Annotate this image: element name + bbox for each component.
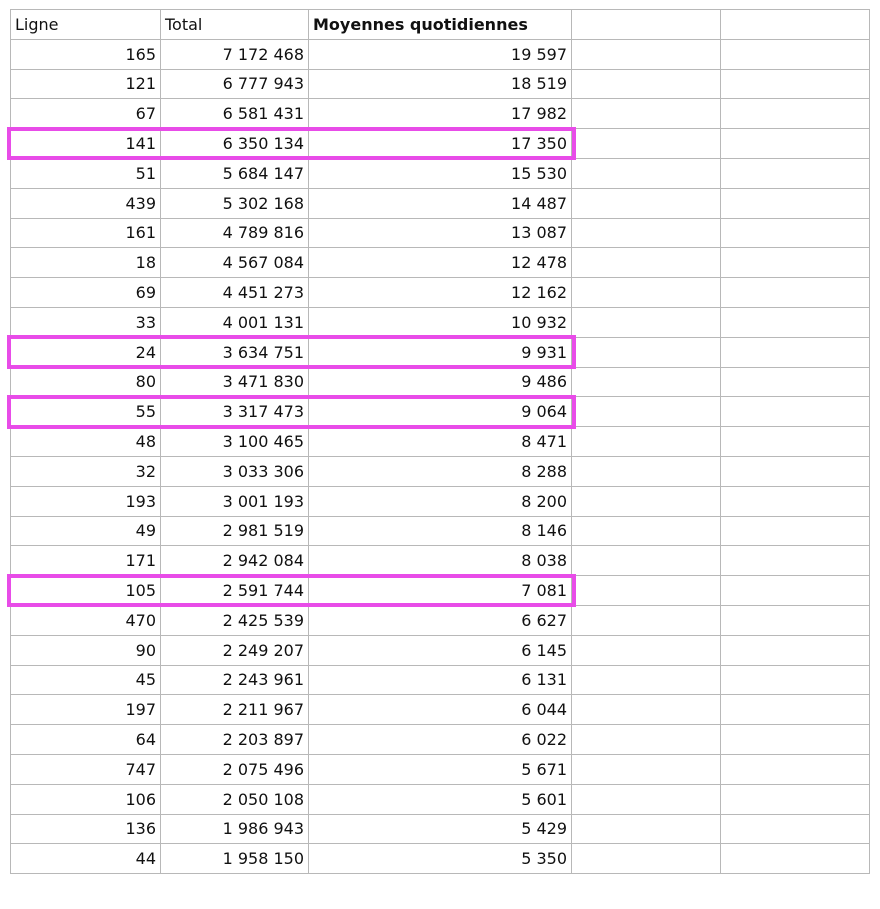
- ligne-cell[interactable]: 106: [11, 784, 161, 814]
- moyenne-cell[interactable]: 5 429: [309, 814, 572, 844]
- empty-cell[interactable]: [721, 754, 870, 784]
- table-row: [11, 337, 870, 367]
- empty-cell[interactable]: [572, 546, 721, 576]
- empty-cell[interactable]: [572, 129, 721, 159]
- moyenne-cell[interactable]: 9 931: [309, 337, 572, 367]
- moyenne-cell[interactable]: 5 350: [309, 844, 572, 874]
- total-cell[interactable]: 3 317 473: [161, 397, 309, 427]
- total-cell[interactable]: 1 986 943: [161, 814, 309, 844]
- total-cell[interactable]: 5 302 168: [161, 188, 309, 218]
- ligne-cell[interactable]: 171: [11, 546, 161, 576]
- moyenne-cell[interactable]: 19 597: [309, 39, 572, 69]
- table-row: [11, 576, 870, 606]
- moyenne-cell[interactable]: 8 146: [309, 516, 572, 546]
- table-row: [11, 39, 870, 69]
- table-row: [11, 486, 870, 516]
- ligne-cell[interactable]: 136: [11, 814, 161, 844]
- table-row: [11, 129, 870, 159]
- table-row: [11, 754, 870, 784]
- moyenne-cell[interactable]: 6 044: [309, 695, 572, 725]
- empty-cell[interactable]: [721, 725, 870, 755]
- empty-cell[interactable]: [572, 784, 721, 814]
- table-row: [11, 605, 870, 635]
- total-cell[interactable]: 7 172 468: [161, 39, 309, 69]
- empty-cell[interactable]: [721, 367, 870, 397]
- moyenne-cell[interactable]: 12 162: [309, 278, 572, 308]
- empty-cell[interactable]: [572, 248, 721, 278]
- empty-cell[interactable]: [572, 814, 721, 844]
- moyenne-cell[interactable]: 8 288: [309, 456, 572, 486]
- empty-cell[interactable]: [572, 99, 721, 129]
- empty-cell[interactable]: [721, 218, 870, 248]
- empty-cell[interactable]: [721, 814, 870, 844]
- empty-cell[interactable]: [721, 605, 870, 635]
- header-row: [11, 10, 870, 40]
- empty-cell[interactable]: [572, 69, 721, 99]
- header-cell[interactable]: [721, 10, 870, 40]
- empty-cell[interactable]: [572, 39, 721, 69]
- empty-cell[interactable]: [721, 278, 870, 308]
- total-cell[interactable]: 3 100 465: [161, 427, 309, 457]
- table-row: [11, 695, 870, 725]
- total-cell[interactable]: 2 591 744: [161, 576, 309, 606]
- empty-cell[interactable]: [721, 39, 870, 69]
- moyenne-cell[interactable]: 17 982: [309, 99, 572, 129]
- ligne-cell[interactable]: 48: [11, 427, 161, 457]
- ligne-cell[interactable]: 45: [11, 665, 161, 695]
- total-cell[interactable]: 3 001 193: [161, 486, 309, 516]
- empty-cell[interactable]: [572, 844, 721, 874]
- total-cell[interactable]: 3 033 306: [161, 456, 309, 486]
- table-row: [11, 784, 870, 814]
- ligne-cell[interactable]: 141: [11, 129, 161, 159]
- ligne-cell[interactable]: 90: [11, 635, 161, 665]
- ligne-cell[interactable]: 470: [11, 605, 161, 635]
- ligne-cell[interactable]: 33: [11, 307, 161, 337]
- moyenne-cell[interactable]: 6 131: [309, 665, 572, 695]
- table-row: [11, 844, 870, 874]
- table-row: [11, 516, 870, 546]
- ligne-cell[interactable]: 51: [11, 158, 161, 188]
- table-row: [11, 367, 870, 397]
- total-cell[interactable]: 2 249 207: [161, 635, 309, 665]
- ligne-cell[interactable]: 55: [11, 397, 161, 427]
- header-cell[interactable]: Moyennes quotidiennes: [309, 10, 572, 40]
- empty-cell[interactable]: [721, 99, 870, 129]
- total-cell[interactable]: 2 050 108: [161, 784, 309, 814]
- moyenne-cell[interactable]: 6 627: [309, 605, 572, 635]
- table-row: [11, 278, 870, 308]
- total-cell[interactable]: 3 634 751: [161, 337, 309, 367]
- total-cell[interactable]: 2 942 084: [161, 546, 309, 576]
- table-row: [11, 725, 870, 755]
- ligne-cell[interactable]: 439: [11, 188, 161, 218]
- ligne-cell[interactable]: 80: [11, 367, 161, 397]
- empty-cell[interactable]: [572, 665, 721, 695]
- empty-cell[interactable]: [572, 695, 721, 725]
- empty-cell[interactable]: [572, 367, 721, 397]
- empty-cell[interactable]: [721, 307, 870, 337]
- ligne-cell[interactable]: 161: [11, 218, 161, 248]
- empty-cell[interactable]: [721, 486, 870, 516]
- ligne-cell[interactable]: 69: [11, 278, 161, 308]
- table-row: [11, 635, 870, 665]
- moyenne-cell[interactable]: 5 601: [309, 784, 572, 814]
- ligne-cell[interactable]: 747: [11, 754, 161, 784]
- ligne-cell[interactable]: 32: [11, 456, 161, 486]
- total-cell[interactable]: 6 350 134: [161, 129, 309, 159]
- ligne-cell[interactable]: 193: [11, 486, 161, 516]
- ligne-cell[interactable]: 121: [11, 69, 161, 99]
- empty-cell[interactable]: [572, 397, 721, 427]
- total-cell[interactable]: 2 075 496: [161, 754, 309, 784]
- ligne-cell[interactable]: 197: [11, 695, 161, 725]
- empty-cell[interactable]: [721, 397, 870, 427]
- empty-cell[interactable]: [572, 188, 721, 218]
- moyenne-cell[interactable]: 7 081: [309, 576, 572, 606]
- moyenne-cell[interactable]: 8 038: [309, 546, 572, 576]
- spreadsheet-grid: [10, 9, 870, 874]
- empty-cell[interactable]: [572, 605, 721, 635]
- empty-cell[interactable]: [572, 516, 721, 546]
- empty-cell[interactable]: [721, 456, 870, 486]
- moyenne-cell[interactable]: 9 064: [309, 397, 572, 427]
- moyenne-cell[interactable]: 12 478: [309, 248, 572, 278]
- ligne-cell[interactable]: 18: [11, 248, 161, 278]
- table-row: [11, 397, 870, 427]
- table-row: [11, 456, 870, 486]
- empty-cell[interactable]: [721, 427, 870, 457]
- moyenne-cell[interactable]: 15 530: [309, 158, 572, 188]
- table-row: [11, 546, 870, 576]
- total-cell[interactable]: 6 581 431: [161, 99, 309, 129]
- table-row: [11, 218, 870, 248]
- header-cell[interactable]: [572, 10, 721, 40]
- total-cell[interactable]: 2 981 519: [161, 516, 309, 546]
- empty-cell[interactable]: [721, 158, 870, 188]
- empty-cell[interactable]: [572, 725, 721, 755]
- ligne-cell[interactable]: 24: [11, 337, 161, 367]
- table-row: [11, 427, 870, 457]
- moyenne-cell[interactable]: 6 145: [309, 635, 572, 665]
- empty-cell[interactable]: [721, 337, 870, 367]
- moyenne-cell[interactable]: 13 087: [309, 218, 572, 248]
- total-cell[interactable]: 2 425 539: [161, 605, 309, 635]
- empty-cell[interactable]: [721, 129, 870, 159]
- empty-cell[interactable]: [721, 784, 870, 814]
- total-cell[interactable]: 2 211 967: [161, 695, 309, 725]
- table-row: [11, 665, 870, 695]
- empty-cell[interactable]: [721, 69, 870, 99]
- empty-cell[interactable]: [721, 635, 870, 665]
- empty-cell[interactable]: [572, 576, 721, 606]
- empty-cell[interactable]: [721, 844, 870, 874]
- moyenne-cell[interactable]: 18 519: [309, 69, 572, 99]
- moyenne-cell[interactable]: 17 350: [309, 129, 572, 159]
- table-row: [11, 307, 870, 337]
- header-cell[interactable]: Total: [161, 10, 309, 40]
- total-cell[interactable]: 1 958 150: [161, 844, 309, 874]
- table-row: [11, 158, 870, 188]
- total-cell[interactable]: 2 203 897: [161, 725, 309, 755]
- empty-cell[interactable]: [572, 427, 721, 457]
- empty-cell[interactable]: [572, 278, 721, 308]
- table-row: [11, 248, 870, 278]
- ligne-cell[interactable]: 64: [11, 725, 161, 755]
- moyenne-cell[interactable]: 9 486: [309, 367, 572, 397]
- ligne-cell[interactable]: 67: [11, 99, 161, 129]
- total-cell[interactable]: 2 243 961: [161, 665, 309, 695]
- moyenne-cell[interactable]: 6 022: [309, 725, 572, 755]
- empty-cell[interactable]: [572, 486, 721, 516]
- total-cell[interactable]: 4 451 273: [161, 278, 309, 308]
- empty-cell[interactable]: [721, 516, 870, 546]
- total-cell[interactable]: 3 471 830: [161, 367, 309, 397]
- header-cell[interactable]: Ligne: [11, 10, 161, 40]
- empty-cell[interactable]: [572, 635, 721, 665]
- total-cell[interactable]: 5 684 147: [161, 158, 309, 188]
- total-cell[interactable]: 4 789 816: [161, 218, 309, 248]
- empty-cell[interactable]: [721, 665, 870, 695]
- table-row: [11, 188, 870, 218]
- ligne-cell[interactable]: 44: [11, 844, 161, 874]
- ligne-cell[interactable]: 105: [11, 576, 161, 606]
- table-row: [11, 69, 870, 99]
- ligne-cell[interactable]: 49: [11, 516, 161, 546]
- empty-cell[interactable]: [721, 576, 870, 606]
- moyenne-cell[interactable]: 14 487: [309, 188, 572, 218]
- moyenne-cell[interactable]: 8 200: [309, 486, 572, 516]
- empty-cell[interactable]: [721, 546, 870, 576]
- ligne-cell[interactable]: 165: [11, 39, 161, 69]
- empty-cell[interactable]: [572, 337, 721, 367]
- moyenne-cell[interactable]: 5 671: [309, 754, 572, 784]
- total-cell[interactable]: 4 567 084: [161, 248, 309, 278]
- table-row: [11, 814, 870, 844]
- moyenne-cell[interactable]: 8 471: [309, 427, 572, 457]
- empty-cell[interactable]: [721, 188, 870, 218]
- table-row: [11, 99, 870, 129]
- empty-cell[interactable]: [572, 158, 721, 188]
- empty-cell[interactable]: [572, 754, 721, 784]
- empty-cell[interactable]: [572, 307, 721, 337]
- empty-cell[interactable]: [572, 456, 721, 486]
- empty-cell[interactable]: [721, 695, 870, 725]
- empty-cell[interactable]: [721, 248, 870, 278]
- total-cell[interactable]: 4 001 131: [161, 307, 309, 337]
- total-cell[interactable]: 6 777 943: [161, 69, 309, 99]
- moyenne-cell[interactable]: 10 932: [309, 307, 572, 337]
- empty-cell[interactable]: [572, 218, 721, 248]
